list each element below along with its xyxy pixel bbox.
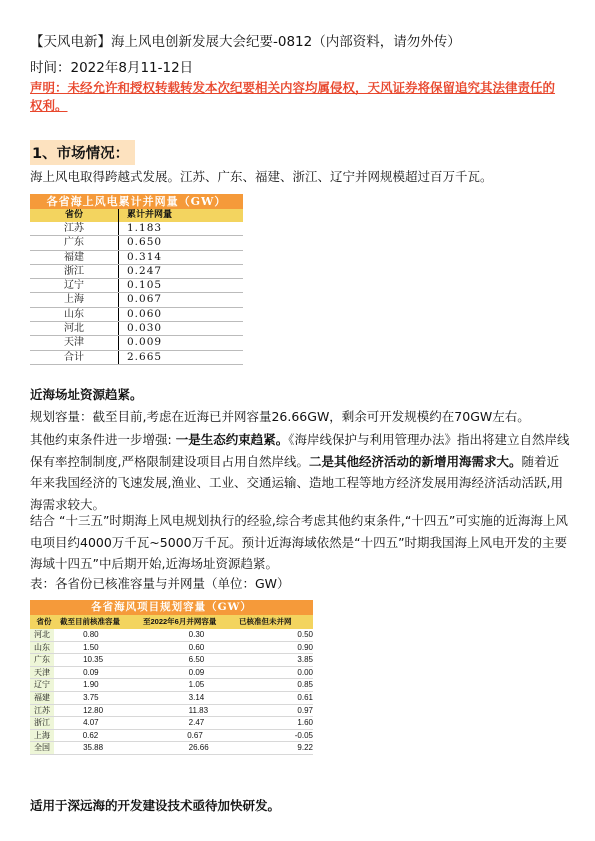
table1-cell-value: 0.060: [127, 307, 163, 320]
constraints-coastline: 《海岸线保护与利用管理办法》指出将建立自然岸线保有率控制制度,严格限制建设项目占用自然岸线。: [30, 432, 570, 469]
table-row: [30, 322, 243, 336]
disclaimer: 声明：未经允许和授权转载转发本次纪要相关内容均属侵权，天风证券将保留追究其法律责任的权利。: [30, 80, 556, 113]
table-row: [30, 654, 313, 667]
table2-cell: 0.60: [188, 642, 205, 652]
table2-cell: -0.05: [294, 730, 313, 740]
nearshore-heading: 近海场址资源趋紧。: [30, 387, 143, 402]
document-title: 【天风电新】海上风电创新发展大会纪要-0812（内部资料，请勿外传）: [30, 34, 461, 50]
table1-cell-province: 上海: [30, 293, 119, 306]
table2-cell: 全国: [30, 742, 54, 754]
table2-header-row: [30, 615, 313, 629]
planning-capacity-table: [30, 600, 313, 755]
table2-cell: 3.75: [83, 692, 99, 702]
table2-cell: 0.00: [297, 667, 313, 677]
constraint-ecology: 一是生态约束趋紧。: [175, 432, 289, 447]
table2-header-pending: 已核准但未并网: [239, 617, 292, 626]
table2-cell: 天津: [30, 667, 54, 679]
table1-cell-value: 1.183: [127, 222, 163, 234]
table1-header-cumulative: 累计并网量: [127, 210, 173, 220]
table2-cell: 35.88: [83, 743, 104, 753]
table-row: [30, 293, 243, 307]
table2-cell: 河北: [30, 629, 54, 641]
table2-cell: 11.83: [188, 705, 209, 715]
table2-cell: 辽宁: [30, 679, 54, 691]
table2-cell: 0.50: [297, 630, 313, 639]
table1-cell-province: 天津: [30, 336, 119, 349]
table1-cell-value: 0.067: [127, 293, 163, 306]
table1-cell-value: 0.009: [127, 336, 163, 349]
table2-cell: 0.30: [188, 630, 205, 639]
table1-cell-province: 广东: [30, 236, 119, 249]
table-row: [30, 308, 243, 322]
table-row: [30, 717, 313, 730]
fourteenth-plan-paragraph: 结合 “十三五”时期海上风电规划执行的经验,综合考虑其他约束条件,“十四五”可实施的近海海上风电项目约4000万千瓦~5000万千瓦。预计近海海域依然是“十四五”时期我国海上风电开发的主要海域十四五”中后期开始,近海场址资源趋紧。: [30, 513, 568, 571]
table-row: [30, 251, 243, 265]
table2-cell: 4.07: [83, 718, 99, 728]
table2-cell: 江苏: [30, 705, 54, 717]
table1-title: 各省海上风电累计并网量（GW）: [30, 194, 243, 209]
table2-cell: 0.90: [297, 642, 313, 652]
constraints-economy: 随着近年来我国经济的飞速发展,渔业、工业、交通运输、造地工程等地方经济发展用海经济活动活跃,用海需求较大。: [30, 453, 563, 512]
planning-capacity-paragraph: 规划容量：截至目前,考虑在近海已并网容量26.66GW，剩余可开发规模约在70GW左右。: [30, 409, 530, 424]
table2-cell: 3.85: [297, 655, 313, 665]
table2-cell: 0.62: [82, 730, 99, 740]
table2-cell: 2.47: [188, 718, 205, 728]
table2-cell: 0.80: [83, 630, 99, 639]
constraints-paragraph: [30, 429, 570, 515]
table1-cell-value: 2.665: [127, 350, 163, 363]
table2-header-grid: 至2022年6月并网容量: [143, 617, 217, 626]
table2-cell: 0.85: [297, 680, 313, 690]
meeting-time: 时间：2022年8月11-12日: [30, 60, 194, 76]
table-row: [30, 336, 243, 350]
table2-cell: 9.22: [297, 743, 313, 753]
table2-cell: 1.60: [297, 718, 313, 728]
table1-cell-value: 0.247: [127, 264, 163, 277]
cumulative-grid-table: [30, 194, 243, 365]
table2-cell: 1.05: [188, 680, 205, 690]
table2-cell: 0.09: [188, 667, 205, 677]
table2-cell: 6.50: [188, 655, 205, 665]
table1-cell-province: 合计: [30, 351, 119, 364]
table2-cell: 12.80: [83, 705, 104, 715]
section-heading-market: 1、市场情况：: [30, 140, 135, 165]
table2-title: 各省海风项目规划容量（GW）: [30, 600, 313, 615]
table-row: [30, 705, 313, 718]
table2-cell: 3.14: [188, 692, 205, 702]
table-row: [30, 629, 313, 642]
table2-cell: 上海: [30, 730, 54, 742]
table1-cell-province: 福建: [30, 251, 119, 264]
table1-cell-province: 山东: [30, 308, 119, 321]
table1-cell-value: 0.030: [127, 322, 163, 335]
table1-cell-province: 浙江: [30, 265, 119, 278]
table-row: [30, 692, 313, 705]
table2-caption: 表：各省份已核准容量与并网量（单位：GW）: [30, 576, 290, 591]
table-row: [30, 730, 313, 743]
table-row: [30, 679, 313, 692]
table1-cell-province: 江苏: [30, 222, 119, 235]
table2-cell: 浙江: [30, 717, 54, 729]
table-row: [30, 236, 243, 250]
table2-cell: 0.61: [297, 692, 313, 702]
table1-cell-province: 河北: [30, 322, 119, 335]
table1-cell-value: 0.314: [127, 250, 163, 263]
table2-cell: 广东: [30, 654, 54, 666]
market-summary: 海上风电取得跨越式发展。江苏、广东、福建、浙江、辽宁并网规模超过百万千瓦。: [30, 169, 493, 184]
table-row-total: [30, 742, 313, 755]
table1-cell-value: 0.650: [127, 236, 163, 249]
table1-header-province: 省份: [30, 209, 119, 222]
table-row: [30, 667, 313, 680]
table1-header-row: [30, 209, 243, 222]
deep-sea-heading: 适用于深远海的开发建设技术亟待加快研发。: [30, 798, 281, 813]
table2-cell: 0.97: [297, 705, 313, 715]
table2-cell: 山东: [30, 642, 54, 654]
table-row: [30, 279, 243, 293]
table1-cell-value: 0.105: [127, 279, 163, 292]
table-row: [30, 265, 243, 279]
table-row-total: [30, 351, 243, 365]
table-row: [30, 642, 313, 655]
table2-cell: 福建: [30, 692, 54, 704]
table2-header-province: 省份: [36, 617, 52, 626]
table2-cell: 10.35: [83, 655, 104, 665]
table2-cell: 26.66: [188, 743, 209, 753]
table2-cell: 1.90: [83, 680, 99, 690]
table2-header-approved: 截至目前核准容量: [60, 617, 120, 626]
table2-cell: 1.50: [83, 642, 99, 652]
table2-cell: 0.67: [187, 730, 203, 740]
table2-cell: 0.09: [83, 667, 99, 677]
constraints-intro: 其他约束条件进一步增强:: [30, 432, 176, 447]
table-row: [30, 222, 243, 236]
constraint-sea-use: 二是其他经济活动的新增用海需求大。: [308, 453, 522, 469]
table1-cell-province: 辽宁: [30, 279, 119, 292]
